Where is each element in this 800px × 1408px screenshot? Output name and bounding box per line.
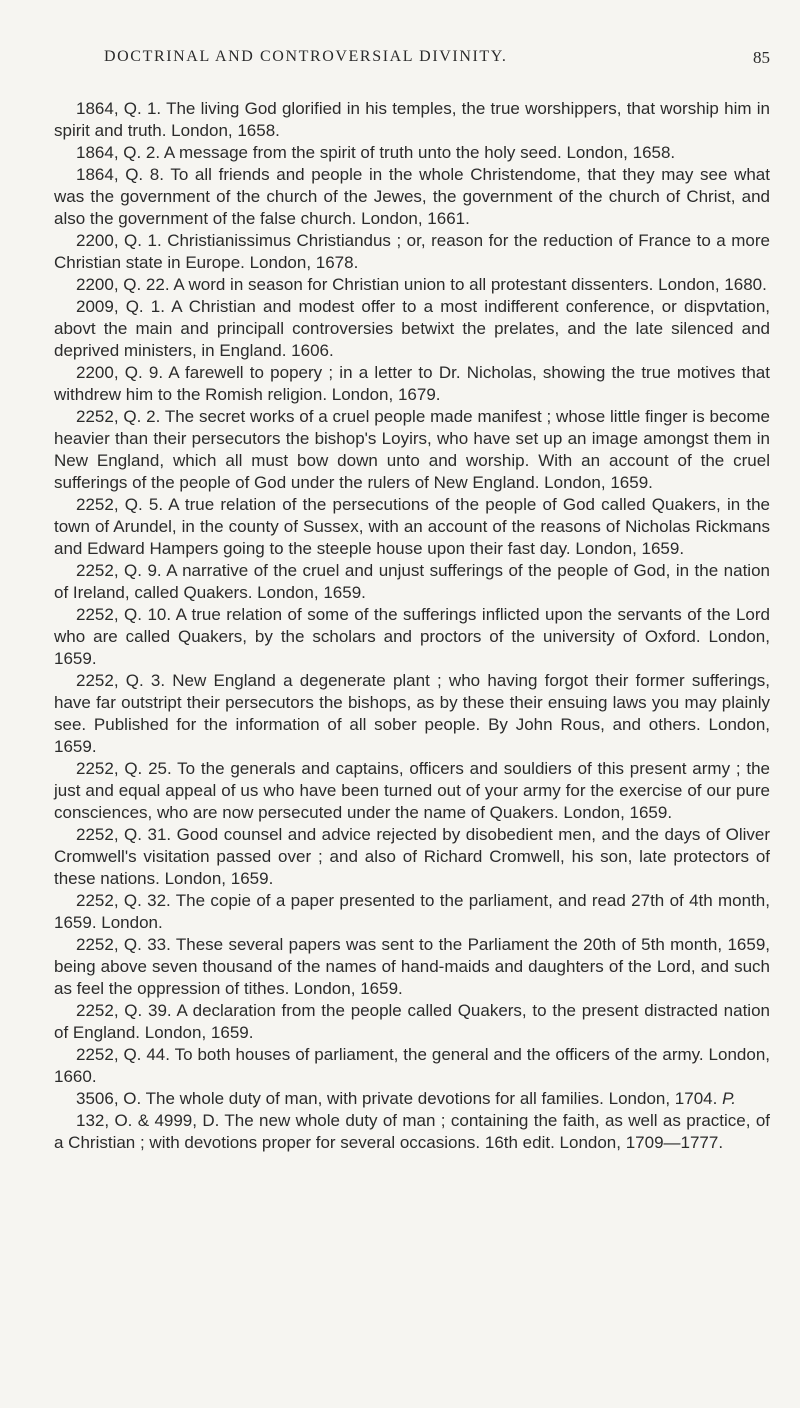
- catalog-entry: [54, 934, 770, 1000]
- entry-text: 1864, Q. 2. A message from the spirit of truth unto the holy seed. London, 1658.: [76, 143, 676, 162]
- entry-text: 2252, Q. 31. Good counsel and advice rejected by disobedient men, and the days of Oliver Cromwell's visitation passed over ; and also of Richard Cromwell, his son, late protectors of these nations. London, 1659.: [54, 825, 770, 888]
- catalog-entry: [54, 560, 770, 604]
- running-head: DOCTRINAL AND CONTROVERSIAL DIVINITY.: [104, 48, 508, 65]
- catalog-entry: [54, 274, 770, 296]
- entry-text: 2200, Q. 9. A farewell to popery ; in a letter to Dr. Nicholas, showing the true motives that withdrew him to the Romish religion. London, 1679.: [54, 363, 770, 404]
- page: [54, 48, 770, 1154]
- entry-text: 1864, Q. 8. To all friends and people in the whole Christendome, that they may see what was the government of the church of the Jewes, the government of the church of Christ, and also the government of the false church. London, 1661.: [54, 165, 770, 228]
- catalog-entry: [54, 406, 770, 494]
- entry-text: 2252, Q. 39. A declaration from the people called Quakers, to the present distracted nation of England. London, 1659.: [54, 1001, 770, 1042]
- catalog-entry: [54, 1110, 770, 1154]
- catalog-entry: [54, 604, 770, 670]
- entry-text: 2252, Q. 2. The secret works of a cruel people made manifest ; whose little finger is become heavier than their persecutors the bishop's Loyirs, who have set up an image amongst them in New England, which all must bow down unto and worship. With an account of the cruel sufferings of the people of God under the rulers of New England. London, 1659.: [54, 407, 770, 492]
- catalog-entry: [54, 142, 770, 164]
- entry-text: 2200, Q. 22. A word in season for Christian union to all protestant dissenters. London, 1680.: [76, 275, 767, 294]
- entry-text: 2252, Q. 33. These several papers was sent to the Parliament the 20th of 5th month, 1659, being above seven thousand of the names of hand-maids and daughters of the Lord, and such as feel the oppression of tithes. London, 1659.: [54, 935, 770, 998]
- catalog-entry: [54, 98, 770, 142]
- catalog-entry: [54, 824, 770, 890]
- catalog-entry: [54, 1044, 770, 1088]
- catalog-entry: [54, 164, 770, 230]
- catalog-entry: [54, 296, 770, 362]
- entry-text: 3506, O. The whole duty of man, with private devotions for all families. London, 1704.: [76, 1089, 718, 1108]
- catalog-entry: [54, 670, 770, 758]
- entry-text: 132, O. & 4999, D. The new whole duty of man ; containing the faith, as well as practice, of a Christian ; with devotions proper for several occasions. 16th edit. London, 1709—1777.: [54, 1111, 770, 1152]
- entry-list: [54, 98, 770, 1154]
- entry-text: 2252, Q. 5. A true relation of the persecutions of the people of God called Quakers, in the town of Arundel, in the county of Sussex, with an account of the reasons of Nicholas Rickmans and Edward Hampers going to the steeple house upon their fast day. London, 1659.: [54, 495, 770, 558]
- catalog-entry: [54, 1000, 770, 1044]
- entry-text: 2009, Q. 1. A Christian and modest offer to a most indifferent conference, or dispvtation, abovt the main and principall controversies betwixt the prelates, and the late silenced and deprived ministers, in England. 1606.: [54, 297, 770, 360]
- entry-text: 2252, Q. 32. The copie of a paper presented to the parliament, and read 27th of 4th month, 1659. London.: [54, 891, 770, 932]
- entry-mark: P.: [722, 1089, 736, 1108]
- catalog-entry: [54, 1088, 770, 1110]
- page-header: [54, 48, 770, 78]
- entry-text: 2252, Q. 9. A narrative of the cruel and unjust sufferings of the people of God, in the nation of Ireland, called Quakers. London, 1659.: [54, 561, 770, 602]
- entry-text: 2200, Q. 1. Christianissimus Christiandus ; or, reason for the reduction of France to a more Christian state in Europe. London, 1678.: [54, 231, 770, 272]
- catalog-entry: [54, 890, 770, 934]
- entry-text: 2252, Q. 44. To both houses of parliament, the general and the officers of the army. London, 1660.: [54, 1045, 770, 1086]
- catalog-entry: [54, 494, 770, 560]
- page-number: 85: [753, 48, 770, 67]
- catalog-entry: [54, 230, 770, 274]
- entry-text: 2252, Q. 25. To the generals and captains, officers and souldiers of this present army ; the just and equal appeal of us who have been turned out of your army for the exercise of our pure consciences, who are now persecuted under the name of Quakers. London, 1659.: [54, 759, 770, 822]
- entry-text: 2252, Q. 3. New England a degenerate plant ; who having forgot their former sufferings, have far outstript their persecutors the bishops, as by these their ensuing laws you may plainly see. Published for the information of all sober people. By John Rous, and others. London, 1659.: [54, 671, 770, 756]
- catalog-entry: [54, 758, 770, 824]
- entry-text: 2252, Q. 10. A true relation of some of the sufferings inflicted upon the servants of the Lord who are called Quakers, by the scholars and proctors of the university of Oxford. London, 1659.: [54, 605, 770, 668]
- catalog-entry: [54, 362, 770, 406]
- entry-text: 1864, Q. 1. The living God glorified in his temples, the true worshippers, that worship him in spirit and truth. London, 1658.: [54, 99, 770, 140]
